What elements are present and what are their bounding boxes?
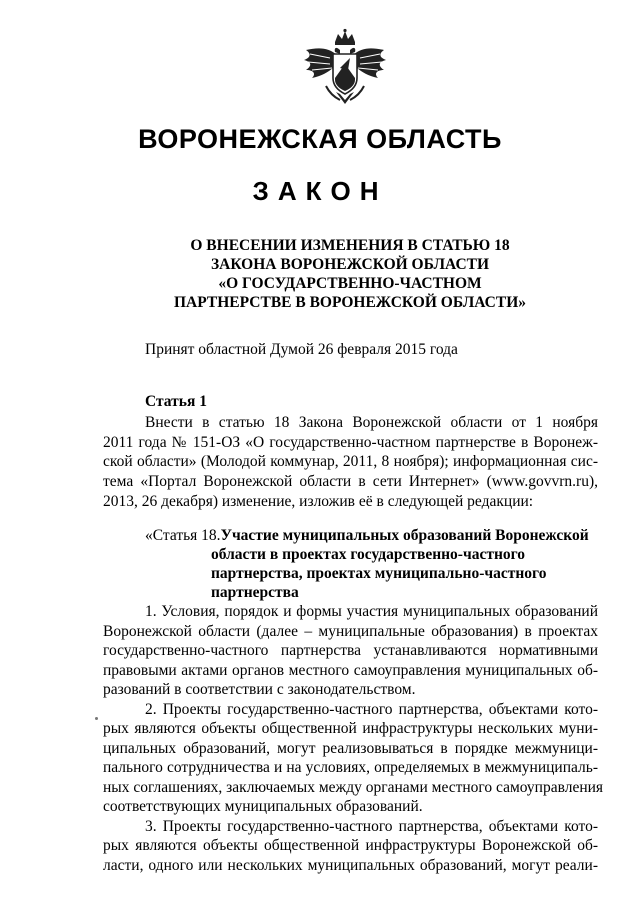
text-line: 1. Условия, порядок и формы участия муниципальных образований [145,603,598,620]
quoted-article-body [103,602,604,875]
paragraph-3 [103,817,598,876]
text-line: 3. Проекты государственно-частного партнерства, объектами кото- [145,817,598,835]
text-line: Воронежской области (далее – муниципальные образования) в проектах [103,622,598,640]
text-line: пального сотрудничества и на условиях, определяемых в межмуниципаль- [103,759,598,776]
text-line: рых являются объекты общественной инфраструктуры нескольких муни- [103,720,598,737]
region-heading: ВОРОНЕЖСКАЯ ОБЛАСТЬ [138,124,502,154]
text-line: ской области» (Молодой коммунар, 2011, 8 ноября); информационная сис- [103,453,598,471]
quoted-article-title-line: партнерства, проектах муниципально-частного [211,565,547,582]
text-line: Внести в статью 18 Закона Воронежской области от 1 ноября [145,414,598,431]
paragraph-1 [103,602,598,700]
text-line: ципальных образований, могут реализовываться в порядке межмуници- [103,739,598,757]
law-title [120,236,580,312]
text-line: ных соглашениях, заключаемых между органами местного самоуправления [103,778,604,796]
law-title-line: О ВНЕСЕНИИ ИЗМЕНЕНИЯ В СТАТЬЮ 18 [190,237,510,254]
scan-speck [95,717,98,720]
text-line: 2. Проекты государственно-частного партнерства, объектами кото- [145,700,598,718]
quoted-article-title-line: партнерства [211,584,299,601]
law-title-line: «О ГОСУДАРСТВЕННО-ЧАСТНОМ [218,275,482,292]
quoted-article-title: Участие муниципальных образований Воронежской [220,527,589,544]
text-line: государственно-частного партнерства устанавливаются нормативными [103,642,598,659]
text-line: 2013, 26 декабря) изменение, изложив её в следующей редакции: [103,492,534,510]
text-line: ласти, одного или нескольких муниципальных образований, могут реали- [103,856,598,874]
text-line: рых являются объекты общественной инфраструктуры Воронежской об- [103,837,598,854]
text-line: соответствующих муниципальных образований. [103,798,423,815]
article-1-text [103,413,598,512]
text-line: правовыми актами органов местного самоуправления муниципальных об- [103,661,598,679]
text-line: тема «Портал Воронежской области в сети Интернет» (www.govvrn.ru), [103,473,598,491]
paragraph-2 [103,700,604,817]
law-title-line: ЗАКОНА ВОРОНЕЖСКОЙ ОБЛАСТИ [210,256,490,273]
law-label: ЗАКОН [252,176,388,206]
text-line: разований в соответствии с законодательством. [103,681,416,698]
article-1-heading: Статья 1 [145,393,207,410]
quoted-article-title-line: области в проектах государственно-частного [211,546,526,563]
adoption-note: Принят областной Думой 26 февраля 2015 года [145,341,458,358]
quoted-article-number: «Статья 18. [145,527,221,544]
coat-of-arms-icon [300,28,390,110]
law-title-line: ПАРТНЕРСТВЕ В ВОРОНЕЖСКОЙ ОБЛАСТИ» [173,294,527,311]
text-line: 2011 года № 151-ОЗ «О государственно-частном партнерстве в Воронеж- [103,433,598,451]
quoted-article-heading [145,526,595,602]
